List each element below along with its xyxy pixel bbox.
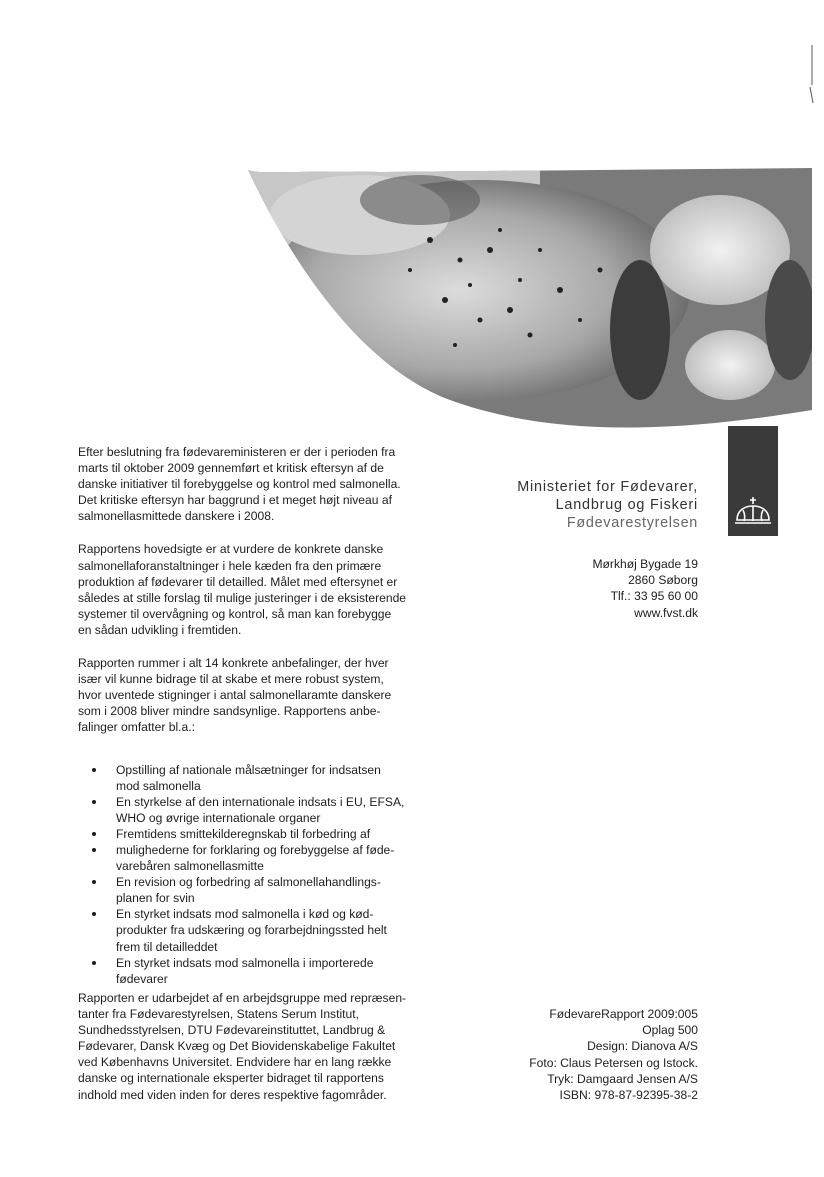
report-number: FødevareRapport 2009:005 [549,1007,698,1021]
list-item [78,906,440,954]
text-line: Efter beslutning fra fødevareministeren er der i perioden fra [78,445,396,459]
list-item [78,955,440,987]
print-run: Oplag 500 [642,1023,698,1038]
intro-paragraph-1 [78,444,440,524]
colophon [529,1006,698,1103]
agency-name: Fødevarestyrelsen [566,515,698,531]
text-line: Sundhedsstyrelsen, DTU Fødevareinstituttet, Landbrug & [78,1023,386,1038]
ministry-name [517,478,698,532]
ministry-line-2: Landbrug og Fiskeri [555,497,698,513]
text-line: systemer til overvågning og kontrol, så man kan forebygge [78,606,392,621]
text-line: Fødevarer, Dansk Kvæg og Det Biovidenskabelige Fakultet [78,1039,396,1054]
text-line: En styrkelse af den internationale indsats i EU, EFSA, [116,794,405,809]
list-item [78,826,440,842]
intro-paragraph-2 [78,541,440,638]
list-item [78,874,440,906]
design-credit: Design: Dianova A/S [587,1039,698,1054]
text-line: En styrket indsats mod salmonella i kød og kød- [116,907,374,922]
text-line: marts til oktober 2009 gennemført et kritisk eftersyn af de [78,461,384,476]
text-line: fødevarer [116,971,168,986]
text-line: en sådan udvikling i fremtiden. [78,622,242,637]
text-line: falinger omfatter bl.a.: [78,720,195,735]
closing-paragraph [78,990,440,1103]
website-link[interactable]: www.fvst.dk [634,605,698,620]
text-line: Rapporten er udarbejdet af en arbejdsgruppe med repræsen- [78,991,407,1005]
list-item [78,842,440,874]
isbn: ISBN: 978-87-92395-38-2 [559,1088,698,1103]
text-line: som i 2008 bliver mindre sandsynlige. Rapportens anbe- [78,704,381,719]
list-item [78,762,440,794]
text-line: Rapportens hovedsigte er at vurdere de konkrete danske [78,542,384,557]
text-line: Fremtidens smittekilderegnskab til forbedring af [116,826,371,841]
crown-icon [731,494,775,528]
intro-paragraph-3 [78,655,440,735]
text-line: produktion af fødevarer til detailled. Målet med eftersynet er [78,574,398,589]
text-line: ved Københavns Universitet. Endvidere har en lang række [78,1055,392,1070]
list-item [78,794,440,826]
text-line: varebåren salmonellasmitte [116,859,264,874]
text-line: frem til detailleddet [116,939,218,954]
text-line: tanter fra Fødevarestyrelsen, Statens Serum Institut, [78,1007,359,1022]
ministry-logo [728,426,778,536]
text-line: En styrket indsats mod salmonella i importerede [116,955,374,970]
scan-edge-mark [806,45,818,105]
street: Mørkhøj Bygade 19 [592,557,698,571]
text-line: Opstilling af nationale målsætninger for indsatsen [116,762,381,777]
text-line: En revision og forbedring af salmonellahandlings- [116,875,381,890]
main-text-column [78,444,440,987]
text-line: danske initiativer til forebyggelse og kontrol med salmonella. [78,477,401,492]
text-line: hvor uventede stigninger i antal salmonellaramte danskere [78,688,392,703]
text-line: især vil kunne bidrage til at skabe et mere robust system, [78,672,384,687]
phone: Tlf.: 33 95 60 00 [610,589,698,604]
text-line: planen for svin [116,891,195,906]
recommendations-list [78,762,440,987]
text-line: mod salmonella [116,778,201,793]
text-line: mulighederne for forklaring og forebyggelse af føde- [116,842,395,857]
text-line: således at stille forslag til mulige justeringer i de eksisterende [78,590,407,605]
text-line: produkter fra udskæring og forarbejdningssted helt [116,923,387,938]
text-line: indhold med viden inden for deres respektive fagområder. [78,1087,387,1102]
text-line: danske og internationale eksperter bidraget til rapportens [78,1071,384,1086]
print-credit: Tryk: Damgaard Jensen A/S [547,1071,698,1086]
postal-city: 2860 Søborg [628,573,698,588]
ministry-line-1: Ministeriet for Fødevarer, [517,479,698,495]
photo-credit: Foto: Claus Petersen og Istock. [529,1055,698,1070]
text-line: salmonellaforanstaltninger i hele kæden fra den primære [78,558,382,573]
text-line: Rapporten rummer i alt 14 konkrete anbefalinger, der hver [78,656,389,671]
text-line: salmonellasmittede danskere i 2008. [78,509,275,524]
contact-address [592,556,698,621]
food-photo [0,0,824,430]
text-line: WHO og øvrige internationale organer [116,810,321,825]
text-line: Det kritiske eftersyn har baggrund i et meget højt niveau af [78,493,392,508]
